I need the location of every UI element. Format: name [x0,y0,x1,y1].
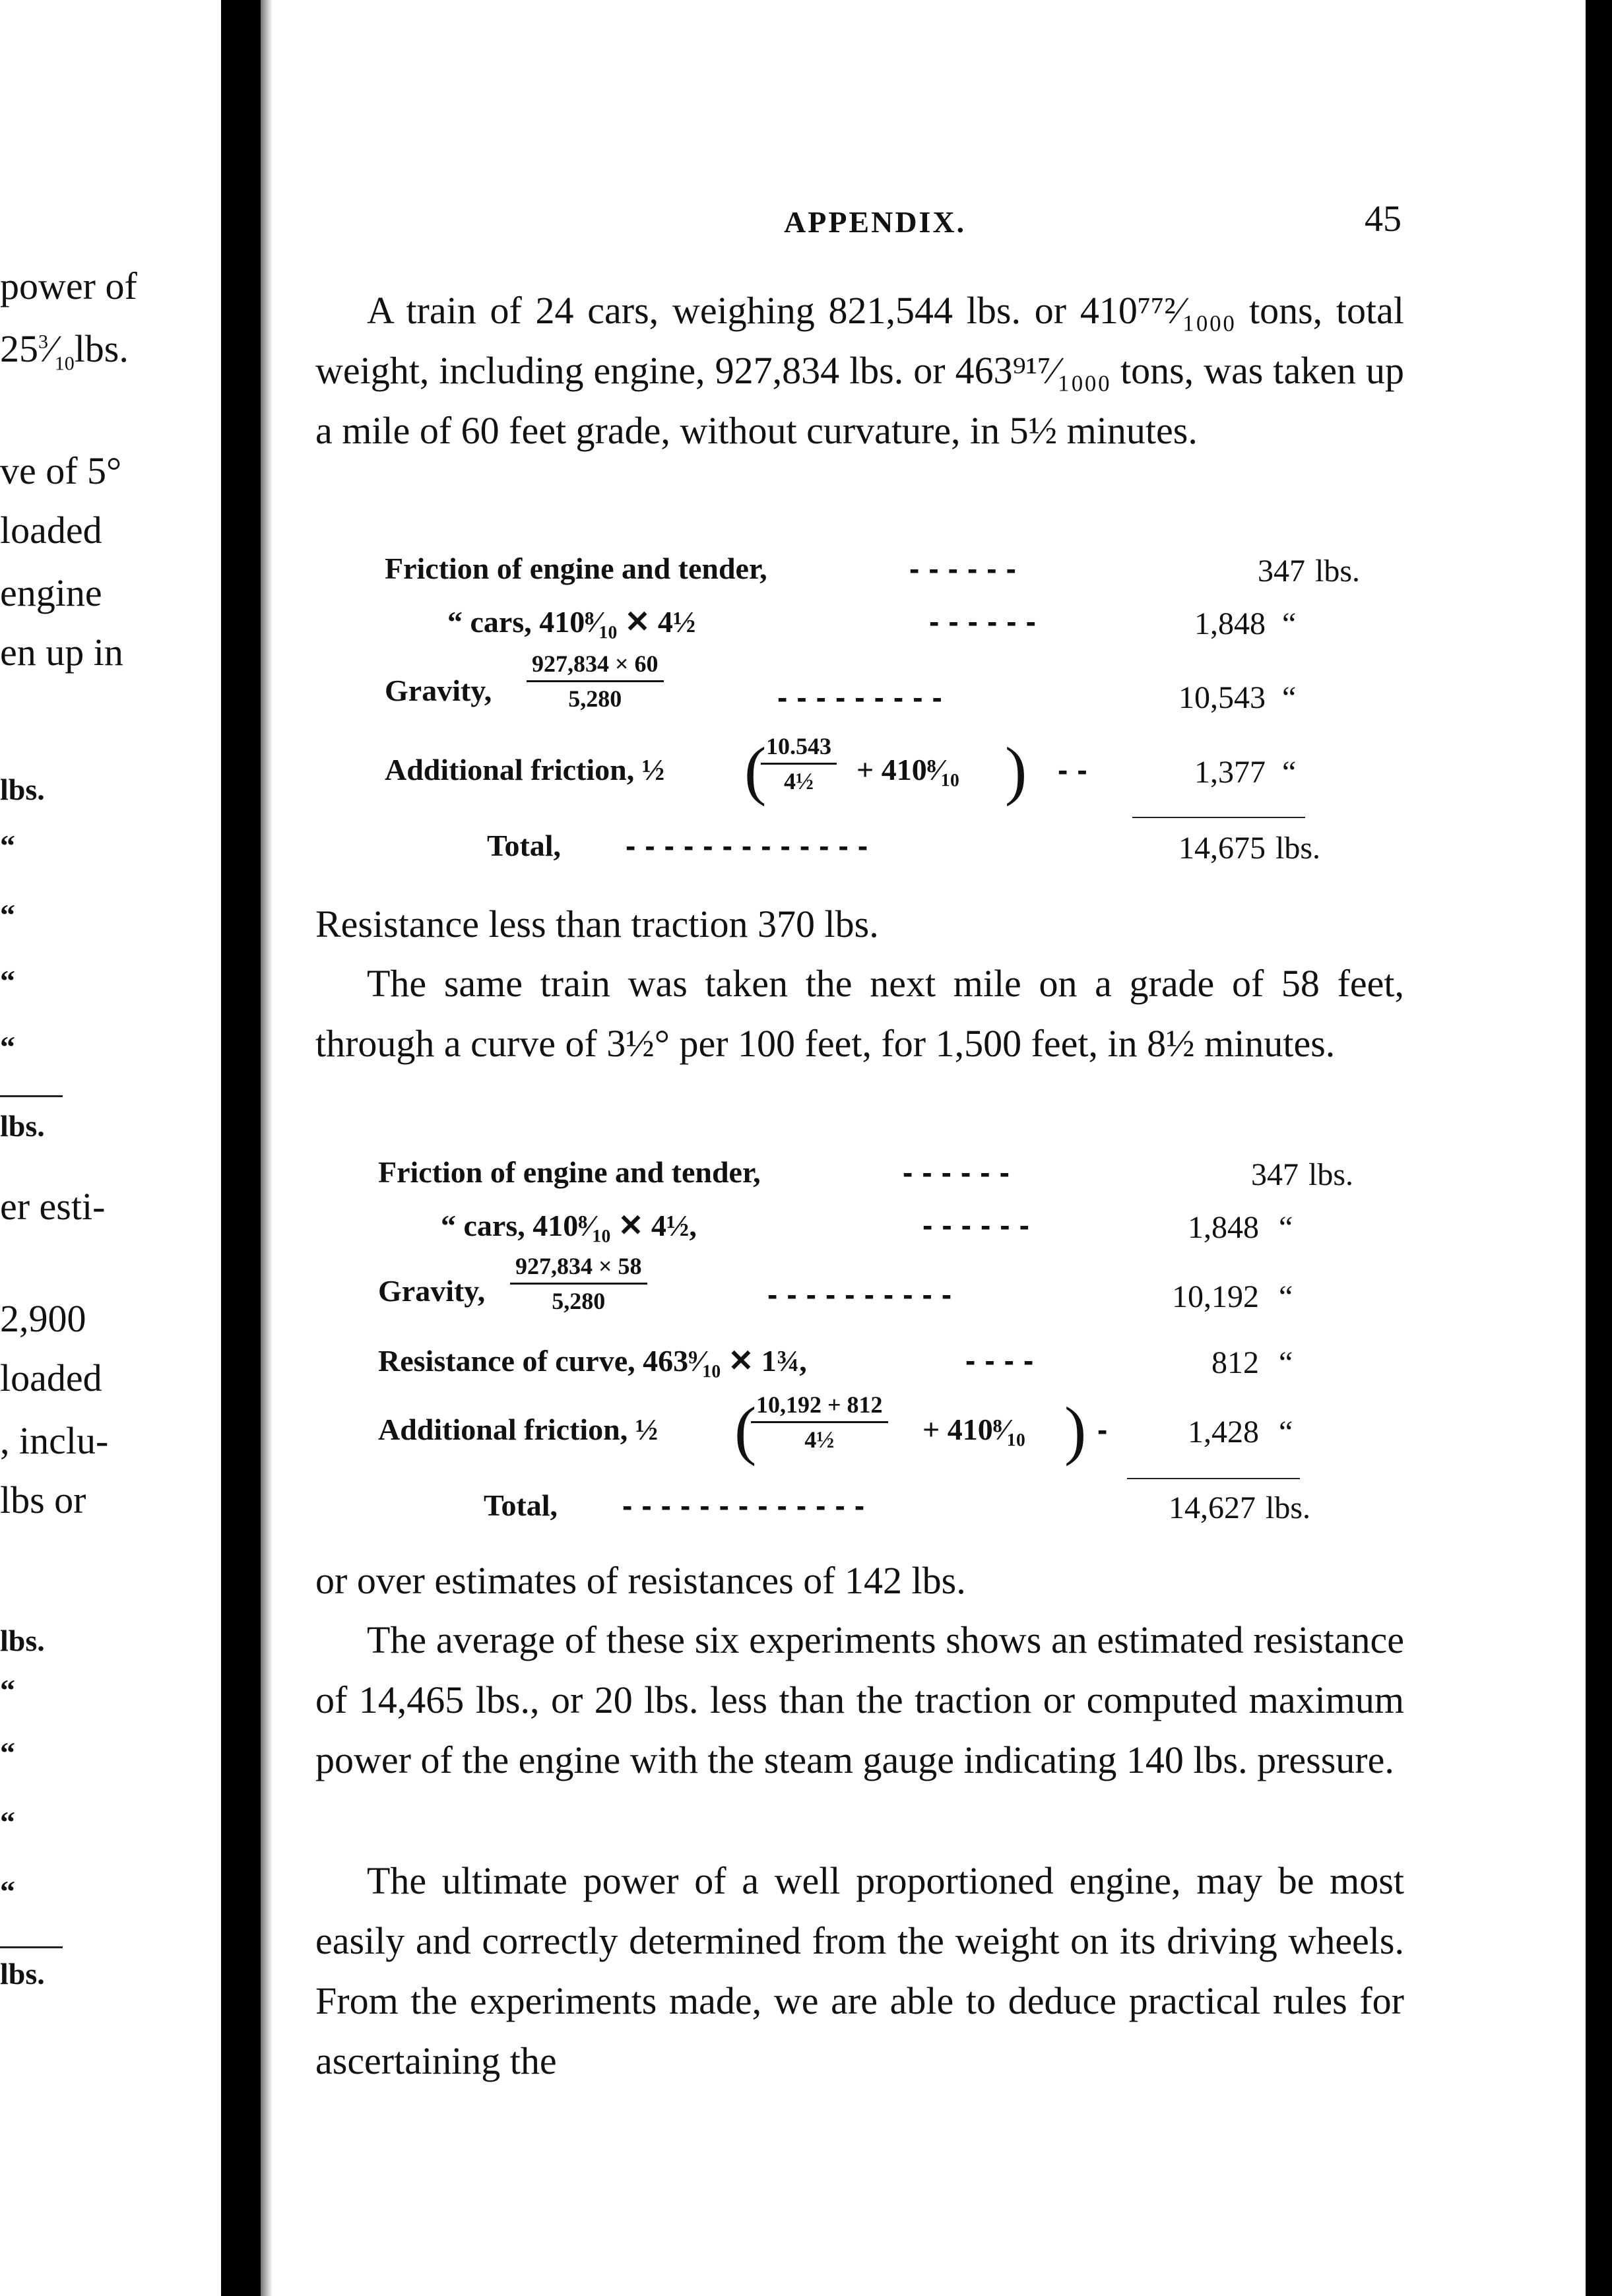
table-row-value: 347 [1251,1157,1299,1192]
table-row-label: Gravity, [385,674,492,707]
table-row-label: Friction of engine and tender, [385,552,767,585]
table-row-value: 812 [1211,1345,1259,1380]
left-line: lbs. [0,773,45,806]
fraction-numerator: 10.543 [761,732,837,765]
table-row-label: Total, [487,829,562,862]
left-line: power of [0,265,137,307]
paragraph-5: The average of these six experiments shows an estimated resistance of 14,465 lbs., or 20 lbs. less than the traction or computed maximum power of the engine with the steam gauge indicating 140 lbs. pressure. [315,1618,1404,1781]
left-line: en up in [0,631,123,674]
table-row-value: 1,428 [1188,1415,1259,1450]
left-line: engine [0,571,102,614]
left-line: ve of 5° [0,449,122,492]
left-line: lbs. [0,1957,45,1991]
left-line: “ [0,829,15,862]
table-row-unit: lbs. [1315,554,1361,589]
sum-rule [1132,817,1305,818]
page-number: 45 [1365,199,1402,239]
close-paren: ) [1005,734,1027,807]
left-line: “ [0,1736,15,1770]
leader-dashes: ---- [965,1343,1043,1378]
fraction-denominator: 4½ [784,768,814,794]
table-row-value: 10,543 [1178,680,1266,715]
paragraph-2: Resistance less than traction 370 lbs. [315,903,879,945]
fraction-numerator: 10,192 + 812 [751,1391,888,1423]
table-row-unit: “ [1279,1210,1293,1245]
left-text: 25 [0,327,38,370]
fraction-denominator: 4½ [804,1426,835,1453]
table-row-label: Additional friction, ½ [378,1413,659,1446]
table-row-label: Resistance of curve, 463⁹⁄₁₀ ✕ 1¾, [378,1344,807,1378]
gravity-fraction [510,1252,647,1315]
table-row-unit: “ [1282,606,1297,641]
table-row-value: 10,192 [1172,1279,1259,1314]
table-row-label: Gravity, [378,1274,486,1308]
leader-dashes: ------------- [622,1488,874,1523]
table-row-unit: “ [1282,755,1297,790]
table-row-label: Friction of engine and tender, [378,1155,761,1189]
left-line: loaded [0,509,102,552]
left-text: lbs. [74,327,129,370]
left-line: lbs. [0,1624,45,1657]
page-edge [1586,0,1612,2296]
left-rule [0,1946,63,1948]
table-row-unit: “ [1282,680,1297,715]
table-row-unit: “ [1279,1345,1293,1380]
leader-dashes: ------ [903,1155,1019,1190]
leader-dashes: --------- [777,680,951,715]
friction-fraction [751,1391,888,1453]
running-head: APPENDIX. [784,205,967,239]
paragraph-3: The same train was taken the next mile on a grade of 58 feet, through a curve of 3½° per 100 feet, for 1,500 feet, in 8½ minutes. [315,962,1404,1065]
leader-dashes: ------ [922,1208,1039,1242]
gutter-shadow [261,0,273,2296]
left-line: er esti- [0,1185,106,1228]
left-rule [0,1095,63,1097]
table-row-label: Additional friction, ½ [385,753,665,786]
left-line: , inclu- [0,1419,109,1462]
left-frac-den: 10 [54,352,75,375]
table-row-unit: lbs. [1275,831,1321,866]
fraction-numerator: 927,834 × 58 [510,1252,647,1285]
left-frac-num: 3 [38,331,48,353]
fraction-denominator: 5,280 [552,1288,606,1314]
leader-dashes: ------ [929,604,1045,639]
table-row-value: 1,377 [1194,755,1266,790]
left-line: 2,900 [0,1297,86,1340]
sum-rule [1127,1478,1300,1479]
left-line: loaded [0,1356,102,1399]
friction-fraction [761,732,837,795]
paragraph-6: The ultimate power of a well proportioned engine, may be most easily and correctly determined from the weight on its driving wheels. From the experiments made, we are able to deduce practical rules for ascertaining the [315,1859,1404,2082]
left-line: $25^3⁄_{10}lbs$. [0,327,129,375]
table-row-unit: lbs. [1266,1490,1311,1525]
facing-page-fragment [0,0,198,2296]
paragraph-4: or over estimates of resistances of 142 lbs. [315,1559,966,1602]
leader-dashes: -- [1058,753,1097,787]
table-row-label: “ cars, 410⁸⁄₁₀ ✕ 4½, [441,1209,697,1242]
table-row-label: “ cars, 410⁸⁄₁₀ ✕ 4½ [447,605,696,639]
fraction-tail: + 410⁸⁄₁₀ [856,753,959,786]
leader-dashes: ------------- [626,829,878,863]
table-row-value: 14,675 [1178,831,1266,866]
close-paren: ) [1064,1393,1087,1467]
paragraph-1: A train of 24 cars, weighing 821,544 lbs. or 410⁷⁷²⁄₁₀₀₀ tons, total weight, including engine, 927,834 lbs. or 463⁹¹⁷⁄₁₀₀₀ tons, was taken up a mile of 60 feet grade, without curvature, in 5½ minutes. [315,289,1404,452]
table-row-value: 14,627 [1169,1490,1256,1525]
table-row-value: 1,848 [1188,1210,1259,1245]
open-paren: ( [744,734,767,807]
left-line: “ [0,1805,15,1839]
table-row-unit: lbs. [1308,1157,1354,1192]
left-line: “ [0,1874,15,1908]
leader-dashes: ---------- [767,1277,961,1312]
book-page [273,0,1612,2296]
table-row-unit: “ [1279,1279,1293,1314]
gravity-fraction [527,650,664,713]
left-line: “ [0,898,15,932]
leader-dashes: - [1097,1413,1117,1447]
leader-dashes: ------ [909,552,1025,586]
table-row-value: 347 [1258,554,1305,589]
left-line: lbs. [0,1109,45,1143]
left-line: lbs or [0,1479,86,1521]
binding-gutter [221,0,261,2296]
fraction-numerator: 927,834 × 60 [527,650,664,682]
fraction-denominator: 5,280 [568,686,622,712]
table-row-value: 1,848 [1194,606,1266,641]
table-row-unit: “ [1279,1415,1293,1450]
table-row-label: Total, [484,1488,558,1522]
left-line: “ [0,1673,15,1707]
left-line: “ [0,964,15,998]
fraction-tail: + 410⁸⁄₁₀ [922,1413,1025,1446]
open-paren: ( [734,1393,757,1467]
left-line: “ [0,1030,15,1064]
